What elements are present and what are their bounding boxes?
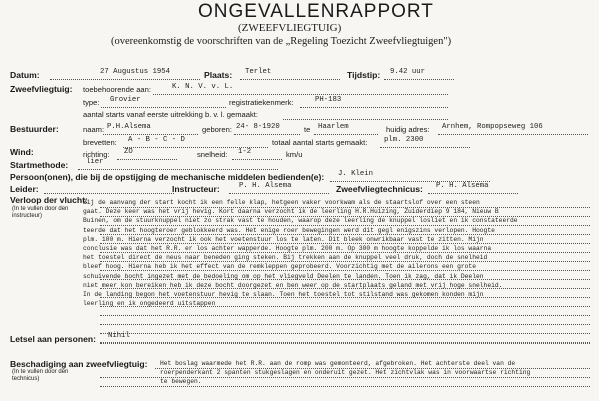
verloop-line: leerling en ik ongedeerd uitstappen bbox=[83, 300, 216, 308]
value-naam: P.H.Alsema bbox=[107, 123, 151, 131]
value-eigenaar: K. N. V. v. L. bbox=[172, 83, 234, 91]
value-technicus: P. H. Alsema bbox=[436, 182, 489, 190]
label-adres: huidig adres: bbox=[386, 125, 430, 134]
verloop-text bbox=[83, 198, 593, 308]
form-subtitle: (ZWEEFVLIEGTUIG) bbox=[238, 22, 342, 34]
verloop-line: het toestel direct de neus naar beneden ging steken. Bij trekken aan de knuppel veel druk, doch de snelheid bbox=[83, 254, 488, 262]
verloop-line: gaat. Deze keer was het vrij hevig. Kort daarna verzocht ik de leerling H.R.Huizing, Zuiderdiep 9 184, Nieuw B bbox=[83, 208, 499, 216]
form-title: ONGEVALLENRAPPORT bbox=[198, 1, 434, 22]
label-snelheid: snelheid: bbox=[197, 150, 228, 159]
value-snelheid: 1-2 bbox=[238, 148, 252, 156]
label-plaats: Plaats: bbox=[204, 70, 233, 80]
value-richting: ZO bbox=[124, 148, 133, 156]
label-te: te bbox=[304, 125, 311, 134]
label-zweefvliegtuig: Zweefvliegtuig: bbox=[10, 84, 73, 94]
label-technicus: Zweefvliegtechnicus: bbox=[336, 184, 423, 194]
beschadiging-line: Het boslag waarmede het R.R. aan de romp was gemonteerd, afgebroken. Het achterste deel van de bbox=[160, 360, 516, 367]
verloop-line: Buinen, om de stuurknuppel niet zo strak vast te houden, waarop deze leerling de knuppel losliet en ik constateerde bbox=[83, 217, 518, 225]
value-brevetten: A - B - C - D bbox=[128, 136, 185, 144]
verloop-line: plm. 100 m. Hierna verzocht ik ook het voetenstuur los te laten. Dit bleek onwrikbaar vast te zitten. Mijn bbox=[83, 235, 484, 243]
label-brevetten: brevetten: bbox=[83, 138, 117, 147]
value-tijdstip: 9.42 uur bbox=[390, 68, 426, 76]
value-geboren: 24- 8-1920 bbox=[236, 123, 280, 131]
value-instructeur: P. H. Alsema bbox=[239, 182, 292, 190]
label-verloop: Verloop der vlucht: bbox=[10, 195, 88, 205]
label-naam: naam: bbox=[83, 125, 105, 134]
label-registratie: registratiekenmerk: bbox=[229, 98, 294, 107]
label-totaal-starts: totaal aantal starts gemaakt: bbox=[272, 138, 368, 147]
verloop-line: schuivende bocht ingezet met de bedoeling om op het vliegveld Deelen te landen. Toen ik zag, dat ik Deelen bbox=[83, 272, 484, 280]
label-richting: richting: bbox=[83, 150, 110, 159]
label-letsel: Letsel aan personen: bbox=[10, 334, 96, 344]
value-startmethode: lier bbox=[86, 158, 104, 166]
beschadiging-line: te bewegen. bbox=[160, 378, 202, 386]
verloop-line: bleef hoog. Hierna heb ik het effect van de remkleppen geprobeerd. Voorzichtig met de ailerons een grote bbox=[83, 263, 476, 271]
value-plaats: Terlet bbox=[245, 68, 272, 76]
label-type: type: bbox=[83, 98, 100, 107]
value-geboren-te: Haarlem bbox=[318, 123, 349, 131]
verloop-line: conclusie was dat het R.R. er los achter wapperde. Hoogte plm. 200 m. Op 300 m hoogte koppelde ik los waarna bbox=[83, 245, 492, 253]
label-tijdstip: Tijdstip: bbox=[347, 70, 381, 80]
value-adres: Arnhem, Rompopseweg 106 bbox=[442, 123, 543, 131]
verloop-line: niet meer kon bereiken heb ik deze bocht doorgezet en ben weer op de startplaats geland met vrij hoge snelheid. bbox=[83, 281, 503, 289]
label-aantal-starts-eerste: aantal starts vanaf eerste uitrekking b. v. l. gemaakt: bbox=[83, 110, 259, 119]
value-datum: 27 Augustus 1954 bbox=[100, 68, 171, 76]
beschadiging-text bbox=[160, 359, 595, 387]
value-totaal-starts: plm. 2300 bbox=[384, 136, 424, 144]
label-leider: Leider: bbox=[10, 184, 39, 194]
beschadiging-line: roerpenderkant 2 spanten stukgeslagen en onderuit gezet. Het zichtvlak was in voorwaartse richting bbox=[160, 369, 531, 377]
label-startmethode: Startmethode: bbox=[10, 160, 69, 170]
verloop-line: In de landing begon het voetenstuur hevig te slaan. Toen het toestel tot stilstand was gekomen konden mijn bbox=[83, 291, 484, 299]
value-type: Grovier bbox=[110, 96, 141, 104]
label-toebehoorende: toebehoorende aan: bbox=[83, 85, 151, 94]
label-instructeur: Instructeur: bbox=[172, 184, 220, 194]
verloop-line: Bij de aanvang der start kocht ik een felle klap, hetgeen vaker voorkwam als de staartslof over een steen bbox=[83, 199, 480, 206]
label-beschadiging-note: (In te vullen door den technicus) bbox=[12, 369, 69, 382]
label-beschadiging: Beschadiging aan zweefvliegtuig: bbox=[10, 359, 148, 369]
label-snelheid-unit: km/u bbox=[286, 150, 303, 159]
label-bestuurder: Bestuurder: bbox=[10, 124, 59, 134]
value-letsel: Nihil bbox=[108, 332, 130, 340]
value-registratie: PH-183 bbox=[315, 96, 342, 104]
label-geboren: geboren: bbox=[202, 125, 232, 134]
value-personen: J. Klein bbox=[338, 170, 374, 178]
label-datum: Datum: bbox=[10, 70, 40, 80]
form-regulation-note: (overeenkomstig de voorschriften van de „Regeling Toezicht Zweefvliegtuigen") bbox=[111, 36, 452, 47]
label-verloop-note: (In te vullen door den instructeur) bbox=[12, 206, 69, 219]
label-wind: Wind: bbox=[10, 147, 34, 157]
label-personen: Persoon(onen), die bij de opstijging de mechanische middelen bedienden(e): bbox=[10, 172, 325, 182]
verloop-line: teerde dat het hoogteroer geblokkeerd was. Het enige roer bewegingen werd dit gegl enigszins verlopen. Hoogte bbox=[83, 226, 495, 234]
